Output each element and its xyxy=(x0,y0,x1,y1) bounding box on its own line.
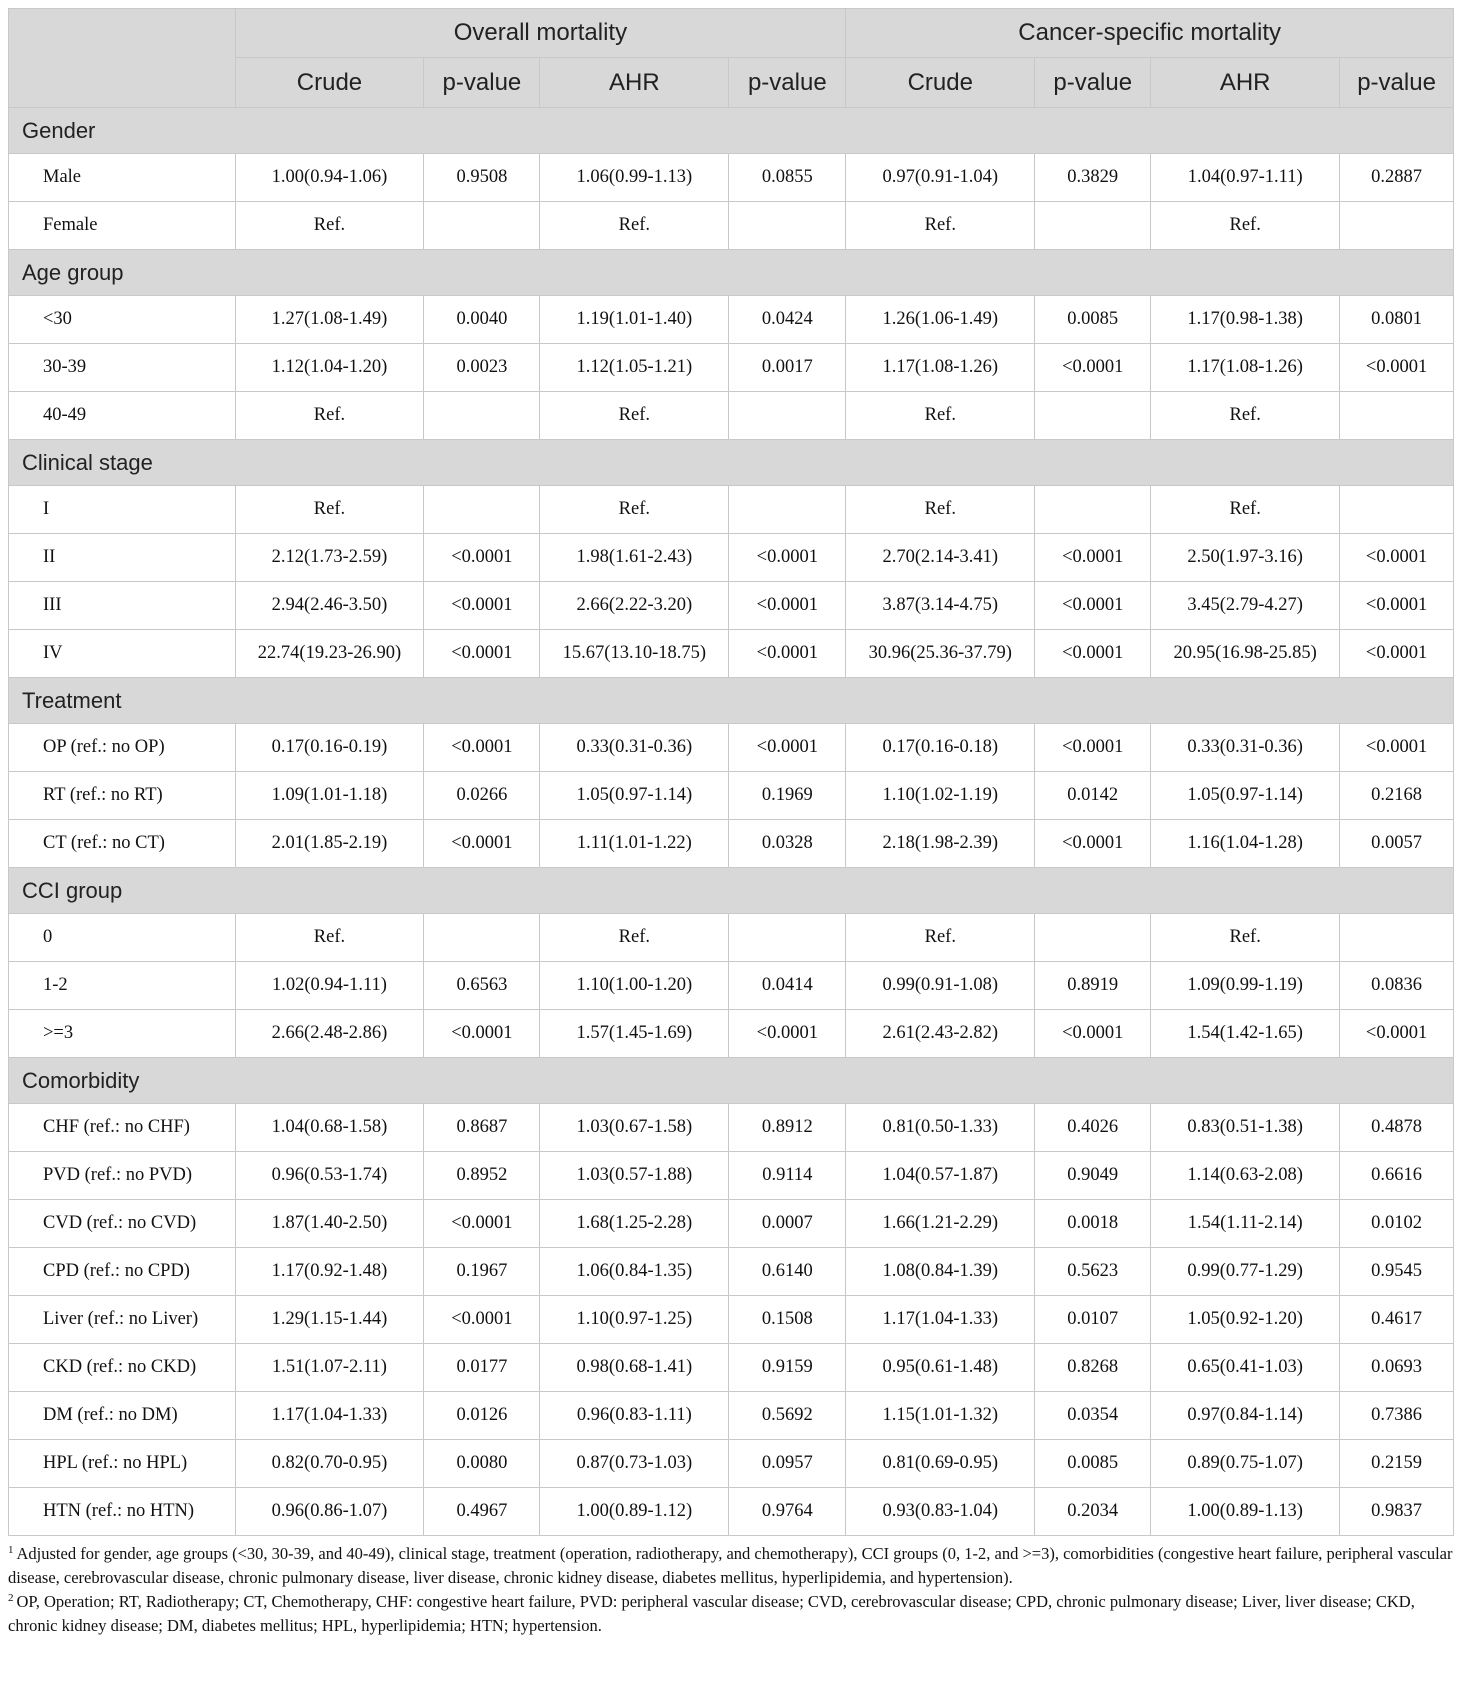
table-cell: <0.0001 xyxy=(424,1010,540,1058)
table-cell: 1.06(0.84-1.35) xyxy=(540,1248,729,1296)
table-cell: Ref. xyxy=(1151,392,1340,440)
table-cell: 1.05(0.92-1.20) xyxy=(1151,1296,1340,1344)
table-cell: 0.83(0.51-1.38) xyxy=(1151,1104,1340,1152)
table-cell: 15.67(13.10-18.75) xyxy=(540,630,729,678)
table-cell: 20.95(16.98-25.85) xyxy=(1151,630,1340,678)
table-cell: 0.0017 xyxy=(729,344,846,392)
footnote xyxy=(8,1542,1454,1590)
table-cell: <0.0001 xyxy=(729,582,846,630)
table-cell: 2.66(2.48-2.86) xyxy=(235,1010,424,1058)
row-label: PVD (ref.: no PVD) xyxy=(9,1152,236,1200)
table-cell: 0.8919 xyxy=(1035,962,1151,1010)
group-header-row xyxy=(9,1058,1454,1104)
table-row xyxy=(9,962,1454,1010)
table-cell: 2.70(2.14-3.41) xyxy=(846,534,1035,582)
table-cell: <0.0001 xyxy=(729,534,846,582)
table-cell: 1.26(1.06-1.49) xyxy=(846,296,1035,344)
table-cell: 0.6563 xyxy=(424,962,540,1010)
table-cell: 1.57(1.45-1.69) xyxy=(540,1010,729,1058)
row-label: RT (ref.: no RT) xyxy=(9,772,236,820)
table-cell: 1.27(1.08-1.49) xyxy=(235,296,424,344)
table-cell: 0.0957 xyxy=(729,1440,846,1488)
row-label: HPL (ref.: no HPL) xyxy=(9,1440,236,1488)
table-row xyxy=(9,1104,1454,1152)
table-cell: <0.0001 xyxy=(1340,582,1454,630)
table-row xyxy=(9,1440,1454,1488)
header-col: AHR xyxy=(1151,58,1340,108)
footnote-mark: 1 xyxy=(8,1544,14,1556)
table-cell: 0.65(0.41-1.03) xyxy=(1151,1344,1340,1392)
table-cell: 0.0102 xyxy=(1340,1200,1454,1248)
table-cell: 0.0328 xyxy=(729,820,846,868)
table-row xyxy=(9,724,1454,772)
table-cell: <0.0001 xyxy=(1340,344,1454,392)
table-row xyxy=(9,344,1454,392)
table-cell: 1.17(0.98-1.38) xyxy=(1151,296,1340,344)
table-cell: <0.0001 xyxy=(1340,724,1454,772)
table-cell: 0.96(0.53-1.74) xyxy=(235,1152,424,1200)
table-cell: <0.0001 xyxy=(1035,630,1151,678)
table-cell: 1.29(1.15-1.44) xyxy=(235,1296,424,1344)
table-cell xyxy=(1035,202,1151,250)
table-cell: Ref. xyxy=(235,486,424,534)
table-cell: 0.0142 xyxy=(1035,772,1151,820)
table-body xyxy=(9,108,1454,1536)
table-row xyxy=(9,820,1454,868)
table-row xyxy=(9,154,1454,202)
table-cell: 0.93(0.83-1.04) xyxy=(846,1488,1035,1536)
table-cell: 1.16(1.04-1.28) xyxy=(1151,820,1340,868)
row-label: III xyxy=(9,582,236,630)
table-cell: 1.00(0.94-1.06) xyxy=(235,154,424,202)
table-cell: 0.0023 xyxy=(424,344,540,392)
table-cell: 3.45(2.79-4.27) xyxy=(1151,582,1340,630)
table-cell: 1.10(1.02-1.19) xyxy=(846,772,1035,820)
table-cell xyxy=(729,486,846,534)
table-cell: 3.87(3.14-4.75) xyxy=(846,582,1035,630)
row-label: OP (ref.: no OP) xyxy=(9,724,236,772)
table-cell: 0.4967 xyxy=(424,1488,540,1536)
header-col: Crude xyxy=(235,58,424,108)
row-label: 30-39 xyxy=(9,344,236,392)
group-header-row xyxy=(9,678,1454,724)
table-cell: 2.66(2.22-3.20) xyxy=(540,582,729,630)
table-cell: 2.94(2.46-3.50) xyxy=(235,582,424,630)
table-cell: 0.0085 xyxy=(1035,296,1151,344)
table-cell: Ref. xyxy=(846,392,1035,440)
group-title: Comorbidity xyxy=(9,1058,1454,1104)
table-cell xyxy=(1340,392,1454,440)
table-cell xyxy=(1340,202,1454,250)
row-label: HTN (ref.: no HTN) xyxy=(9,1488,236,1536)
table-cell: <0.0001 xyxy=(1035,582,1151,630)
table-cell: 0.1967 xyxy=(424,1248,540,1296)
table-cell: 0.4026 xyxy=(1035,1104,1151,1152)
table-cell: 1.08(0.84-1.39) xyxy=(846,1248,1035,1296)
header-col: AHR xyxy=(540,58,729,108)
table-cell: <0.0001 xyxy=(1340,630,1454,678)
table-cell: 0.2034 xyxy=(1035,1488,1151,1536)
table-cell: 0.9764 xyxy=(729,1488,846,1536)
group-header-row xyxy=(9,868,1454,914)
table-cell: 1.12(1.04-1.20) xyxy=(235,344,424,392)
table-cell: 2.50(1.97-3.16) xyxy=(1151,534,1340,582)
footnote-text: OP, Operation; RT, Radiotherapy; CT, Chemotherapy, CHF: congestive heart failure, PVD: peripheral vascular disease; CVD, cerebrovascular disease; CPD, chronic pulmonary disease; Liver, liver disease; CKD, chronic kidney disease; DM, diabetes mellitus; HPL, hyperlipidemia; HTN; hypertension. xyxy=(8,1592,1415,1635)
table-cell: 0.8687 xyxy=(424,1104,540,1152)
table-cell: 0.9049 xyxy=(1035,1152,1151,1200)
table-cell: <0.0001 xyxy=(1340,1010,1454,1058)
table-row xyxy=(9,486,1454,534)
table-cell: 0.17(0.16-0.18) xyxy=(846,724,1035,772)
table-cell: 0.9837 xyxy=(1340,1488,1454,1536)
row-label: <30 xyxy=(9,296,236,344)
table-cell: Ref. xyxy=(1151,486,1340,534)
table-cell: Ref. xyxy=(540,914,729,962)
row-label: 0 xyxy=(9,914,236,962)
table-row xyxy=(9,296,1454,344)
header-col: p-value xyxy=(1035,58,1151,108)
table-cell: <0.0001 xyxy=(1035,1010,1151,1058)
table-cell: 2.01(1.85-2.19) xyxy=(235,820,424,868)
table-cell: 0.95(0.61-1.48) xyxy=(846,1344,1035,1392)
mortality-table xyxy=(8,8,1454,1536)
table-cell: 0.33(0.31-0.36) xyxy=(540,724,729,772)
table-row xyxy=(9,534,1454,582)
table-cell: 0.9159 xyxy=(729,1344,846,1392)
table-cell xyxy=(424,486,540,534)
table-cell: 30.96(25.36-37.79) xyxy=(846,630,1035,678)
table-row xyxy=(9,630,1454,678)
table-cell: 1.54(1.42-1.65) xyxy=(1151,1010,1340,1058)
table-row xyxy=(9,1296,1454,1344)
header-col: p-value xyxy=(729,58,846,108)
table-cell: 2.12(1.73-2.59) xyxy=(235,534,424,582)
table-cell: 1.15(1.01-1.32) xyxy=(846,1392,1035,1440)
table-cell: 0.8952 xyxy=(424,1152,540,1200)
table-cell: 0.0801 xyxy=(1340,296,1454,344)
table-cell: 0.2168 xyxy=(1340,772,1454,820)
row-label: Female xyxy=(9,202,236,250)
table-cell: 0.0177 xyxy=(424,1344,540,1392)
table-row xyxy=(9,1152,1454,1200)
table-cell: 1.02(0.94-1.11) xyxy=(235,962,424,1010)
table-cell: 1.17(1.08-1.26) xyxy=(1151,344,1340,392)
table-cell: 0.0107 xyxy=(1035,1296,1151,1344)
table-cell xyxy=(729,392,846,440)
table-row xyxy=(9,392,1454,440)
table-cell: <0.0001 xyxy=(424,582,540,630)
table-cell: Ref. xyxy=(1151,202,1340,250)
page xyxy=(8,8,1454,1638)
table-row xyxy=(9,1200,1454,1248)
table-cell: <0.0001 xyxy=(424,534,540,582)
table-cell: 1.03(0.67-1.58) xyxy=(540,1104,729,1152)
table-cell: Ref. xyxy=(846,914,1035,962)
table-cell: 0.0126 xyxy=(424,1392,540,1440)
table-cell: 1.51(1.07-2.11) xyxy=(235,1344,424,1392)
footnote xyxy=(8,1590,1454,1638)
table-cell: 2.61(2.43-2.82) xyxy=(846,1010,1035,1058)
row-label: CVD (ref.: no CVD) xyxy=(9,1200,236,1248)
row-label: CHF (ref.: no CHF) xyxy=(9,1104,236,1152)
table-cell: 0.0424 xyxy=(729,296,846,344)
table-cell: Ref. xyxy=(1151,914,1340,962)
table-cell: 0.9508 xyxy=(424,154,540,202)
table-cell: <0.0001 xyxy=(1035,344,1151,392)
header-overall-mortality: Overall mortality xyxy=(235,9,846,58)
table-cell: Ref. xyxy=(846,202,1035,250)
table-cell: 0.81(0.50-1.33) xyxy=(846,1104,1035,1152)
row-label: I xyxy=(9,486,236,534)
table-cell: <0.0001 xyxy=(1340,534,1454,582)
row-label: >=3 xyxy=(9,1010,236,1058)
table-row xyxy=(9,1344,1454,1392)
table-cell: 1.04(0.68-1.58) xyxy=(235,1104,424,1152)
table-cell: 1.05(0.97-1.14) xyxy=(540,772,729,820)
table-cell xyxy=(424,202,540,250)
table-cell: <0.0001 xyxy=(424,724,540,772)
table-cell: 0.0080 xyxy=(424,1440,540,1488)
table-cell xyxy=(729,202,846,250)
table-cell xyxy=(1035,392,1151,440)
table-cell: 0.8268 xyxy=(1035,1344,1151,1392)
table-cell: 1.98(1.61-2.43) xyxy=(540,534,729,582)
row-label: 1-2 xyxy=(9,962,236,1010)
table-cell: 0.0836 xyxy=(1340,962,1454,1010)
table-cell: 0.4617 xyxy=(1340,1296,1454,1344)
table-cell: 0.8912 xyxy=(729,1104,846,1152)
table-cell: 1.17(1.04-1.33) xyxy=(235,1392,424,1440)
table-cell: 0.0040 xyxy=(424,296,540,344)
table-cell: 0.1969 xyxy=(729,772,846,820)
table-cell: Ref. xyxy=(540,392,729,440)
row-label: CKD (ref.: no CKD) xyxy=(9,1344,236,1392)
footnote-mark: 2 xyxy=(8,1592,14,1604)
row-label: 40-49 xyxy=(9,392,236,440)
table-cell: 0.0057 xyxy=(1340,820,1454,868)
table-cell: 0.0693 xyxy=(1340,1344,1454,1392)
table-cell: 1.04(0.57-1.87) xyxy=(846,1152,1035,1200)
table-cell: Ref. xyxy=(235,392,424,440)
table-cell xyxy=(424,392,540,440)
table-cell xyxy=(1035,486,1151,534)
table-cell: 1.10(1.00-1.20) xyxy=(540,962,729,1010)
table-cell: 0.33(0.31-0.36) xyxy=(1151,724,1340,772)
table-cell: 0.7386 xyxy=(1340,1392,1454,1440)
table-row xyxy=(9,1392,1454,1440)
table-cell: 1.03(0.57-1.88) xyxy=(540,1152,729,1200)
table-cell: <0.0001 xyxy=(424,820,540,868)
table-cell: 0.4878 xyxy=(1340,1104,1454,1152)
table-cell: 0.6616 xyxy=(1340,1152,1454,1200)
group-title: Gender xyxy=(9,108,1454,154)
row-label: CT (ref.: no CT) xyxy=(9,820,236,868)
table-cell: <0.0001 xyxy=(729,630,846,678)
table-cell: 0.97(0.91-1.04) xyxy=(846,154,1035,202)
row-label: Liver (ref.: no Liver) xyxy=(9,1296,236,1344)
header-col: p-value xyxy=(1340,58,1454,108)
group-header-row xyxy=(9,250,1454,296)
table-cell: 0.89(0.75-1.07) xyxy=(1151,1440,1340,1488)
table-cell: 1.09(1.01-1.18) xyxy=(235,772,424,820)
table-row xyxy=(9,772,1454,820)
table-row xyxy=(9,1488,1454,1536)
table-cell: 0.81(0.69-0.95) xyxy=(846,1440,1035,1488)
table-cell: 1.19(1.01-1.40) xyxy=(540,296,729,344)
table-cell: 1.09(0.99-1.19) xyxy=(1151,962,1340,1010)
footnotes xyxy=(8,1542,1454,1638)
table-row xyxy=(9,1248,1454,1296)
table-cell: 1.17(1.04-1.33) xyxy=(846,1296,1035,1344)
table-cell: <0.0001 xyxy=(424,1200,540,1248)
table-cell: 0.0855 xyxy=(729,154,846,202)
row-label: II xyxy=(9,534,236,582)
row-label: DM (ref.: no DM) xyxy=(9,1392,236,1440)
table-cell xyxy=(1340,914,1454,962)
group-header-row xyxy=(9,108,1454,154)
table-cell: Ref. xyxy=(846,486,1035,534)
table-cell: Ref. xyxy=(235,914,424,962)
table-cell: 0.9545 xyxy=(1340,1248,1454,1296)
row-label: Male xyxy=(9,154,236,202)
table-cell: <0.0001 xyxy=(729,724,846,772)
group-title: CCI group xyxy=(9,868,1454,914)
table-cell xyxy=(1035,914,1151,962)
table-cell: 0.96(0.86-1.07) xyxy=(235,1488,424,1536)
group-title: Clinical stage xyxy=(9,440,1454,486)
table-cell: Ref. xyxy=(235,202,424,250)
table-cell: <0.0001 xyxy=(729,1010,846,1058)
table-row xyxy=(9,1010,1454,1058)
table-cell: 1.04(0.97-1.11) xyxy=(1151,154,1340,202)
table-cell: 0.0007 xyxy=(729,1200,846,1248)
table-cell xyxy=(424,914,540,962)
table-cell: 0.98(0.68-1.41) xyxy=(540,1344,729,1392)
table-cell: 0.1508 xyxy=(729,1296,846,1344)
table-cell: 0.3829 xyxy=(1035,154,1151,202)
table-cell: 1.87(1.40-2.50) xyxy=(235,1200,424,1248)
group-title: Treatment xyxy=(9,678,1454,724)
table-row xyxy=(9,202,1454,250)
row-label: CPD (ref.: no CPD) xyxy=(9,1248,236,1296)
header-col: Crude xyxy=(846,58,1035,108)
table-header xyxy=(9,9,1454,108)
table-cell: 1.54(1.11-2.14) xyxy=(1151,1200,1340,1248)
table-cell: 0.0085 xyxy=(1035,1440,1151,1488)
table-cell: 0.2159 xyxy=(1340,1440,1454,1488)
group-title: Age group xyxy=(9,250,1454,296)
table-cell: 0.0018 xyxy=(1035,1200,1151,1248)
table-cell: 22.74(19.23-26.90) xyxy=(235,630,424,678)
table-cell: 0.0266 xyxy=(424,772,540,820)
table-cell: 0.97(0.84-1.14) xyxy=(1151,1392,1340,1440)
table-cell: 1.06(0.99-1.13) xyxy=(540,154,729,202)
table-cell: 0.87(0.73-1.03) xyxy=(540,1440,729,1488)
table-row xyxy=(9,582,1454,630)
group-header-row xyxy=(9,440,1454,486)
table-cell: 0.0354 xyxy=(1035,1392,1151,1440)
table-cell: 0.9114 xyxy=(729,1152,846,1200)
table-cell: 1.12(1.05-1.21) xyxy=(540,344,729,392)
table-cell: 1.11(1.01-1.22) xyxy=(540,820,729,868)
footnote-text: Adjusted for gender, age groups (<30, 30-39, and 40-49), clinical stage, treatment (operation, radiotherapy, and chemotherapy), CCI groups (0, 1-2, and >=3), comorbidities (congestive heart failure, peripheral vascular disease, cerebrovascular disease, chronic pulmonary disease, liver disease, chronic kidney disease, diabetes mellitus, hyperlipidemia, and hypertension). xyxy=(8,1544,1453,1587)
table-cell: Ref. xyxy=(540,486,729,534)
table-cell: 2.18(1.98-2.39) xyxy=(846,820,1035,868)
table-cell: 1.00(0.89-1.12) xyxy=(540,1488,729,1536)
table-cell: 1.00(0.89-1.13) xyxy=(1151,1488,1340,1536)
table-cell: 0.5692 xyxy=(729,1392,846,1440)
table-cell: 1.66(1.21-2.29) xyxy=(846,1200,1035,1248)
table-cell: <0.0001 xyxy=(1035,724,1151,772)
table-cell: <0.0001 xyxy=(424,1296,540,1344)
table-cell: 0.82(0.70-0.95) xyxy=(235,1440,424,1488)
table-cell xyxy=(1340,486,1454,534)
table-cell: 1.68(1.25-2.28) xyxy=(540,1200,729,1248)
table-cell: 1.14(0.63-2.08) xyxy=(1151,1152,1340,1200)
table-cell: <0.0001 xyxy=(1035,534,1151,582)
table-cell: Ref. xyxy=(540,202,729,250)
table-cell: 1.10(0.97-1.25) xyxy=(540,1296,729,1344)
header-corner xyxy=(9,9,236,108)
table-cell: 0.99(0.91-1.08) xyxy=(846,962,1035,1010)
table-cell: 1.17(0.92-1.48) xyxy=(235,1248,424,1296)
table-cell: 0.96(0.83-1.11) xyxy=(540,1392,729,1440)
table-cell: 0.99(0.77-1.29) xyxy=(1151,1248,1340,1296)
table-cell: 1.05(0.97-1.14) xyxy=(1151,772,1340,820)
table-cell: <0.0001 xyxy=(1035,820,1151,868)
table-row xyxy=(9,914,1454,962)
table-cell: <0.0001 xyxy=(424,630,540,678)
table-cell: 0.17(0.16-0.19) xyxy=(235,724,424,772)
table-cell: 0.6140 xyxy=(729,1248,846,1296)
table-cell: 0.2887 xyxy=(1340,154,1454,202)
row-label: IV xyxy=(9,630,236,678)
table-cell xyxy=(729,914,846,962)
table-cell: 1.17(1.08-1.26) xyxy=(846,344,1035,392)
table-cell: 0.5623 xyxy=(1035,1248,1151,1296)
header-col: p-value xyxy=(424,58,540,108)
header-cancer-specific-mortality: Cancer-specific mortality xyxy=(846,9,1454,58)
table-cell: 0.0414 xyxy=(729,962,846,1010)
